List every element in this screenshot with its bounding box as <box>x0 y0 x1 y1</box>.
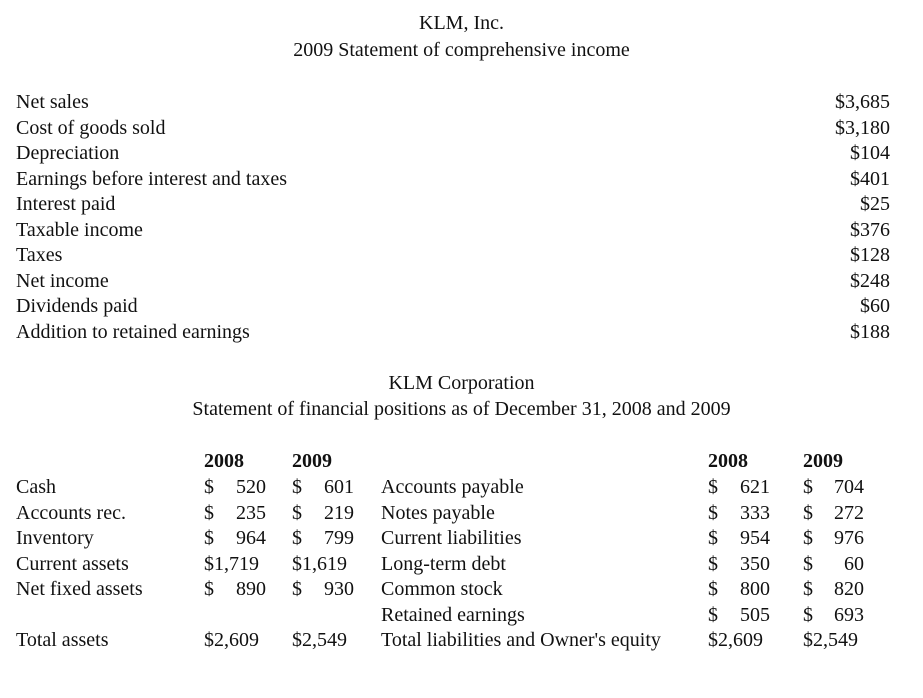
income-row-value: $248 <box>850 270 890 292</box>
liabilities-y2009-dollar: $2,549 <box>803 629 858 651</box>
liabilities-y2008-dollar: $ <box>708 604 718 626</box>
liabilities-y2009-dollar: $ <box>803 502 813 524</box>
income-row-label: Depreciation <box>16 142 120 164</box>
income-row-label: Interest paid <box>16 193 116 215</box>
assets-y2008-value: 520 <box>236 476 266 498</box>
assets-y2009-value: 219 <box>324 502 354 524</box>
income-row-value: $128 <box>850 244 890 266</box>
assets-row-label: Accounts rec. <box>16 502 126 524</box>
liabilities-y2009-value: 60 <box>844 553 864 575</box>
income-row-value: $60 <box>860 295 890 317</box>
income-row-label: Taxes <box>16 244 63 266</box>
liabilities-y2008-value: 954 <box>740 527 770 549</box>
income-row-value: $376 <box>850 219 890 241</box>
liabilities-y2009-dollar: $ <box>803 578 813 600</box>
income-row-label: Dividends paid <box>16 295 138 317</box>
liabilities-header-2008: 2008 <box>708 450 748 472</box>
liabilities-row-label: Accounts payable <box>381 476 524 498</box>
assets-y2009-value: 799 <box>324 527 354 549</box>
liabilities-row-label: Total liabilities and Owner's equity <box>381 629 661 651</box>
liabilities-y2008-dollar: $ <box>708 578 718 600</box>
income-row-value: $3,685 <box>835 91 890 113</box>
liabilities-y2008-dollar: $ <box>708 553 718 575</box>
liabilities-row-label: Retained earnings <box>381 604 525 626</box>
income-row-label: Net sales <box>16 91 89 113</box>
income-row-value: $3,180 <box>835 117 890 139</box>
liabilities-y2009-value: 693 <box>834 604 864 626</box>
assets-y2009-dollar: $ <box>292 527 302 549</box>
assets-y2009-dollar: $ <box>292 578 302 600</box>
assets-row-label: Net fixed assets <box>16 578 143 600</box>
income-row-label: Earnings before interest and taxes <box>16 168 288 190</box>
income-row-value: $401 <box>850 168 890 190</box>
liabilities-y2008-dollar: $ <box>708 527 718 549</box>
assets-row-label: Current assets <box>16 553 129 575</box>
assets-y2009-dollar: $ <box>292 476 302 498</box>
liabilities-y2008-value: 333 <box>740 502 770 524</box>
income-row-label: Cost of goods sold <box>16 117 166 139</box>
assets-y2008-dollar: $ <box>204 476 214 498</box>
income-row-value: $104 <box>850 142 890 164</box>
income-statement-title: 2009 Statement of comprehensive income <box>293 39 630 61</box>
assets-header-2008: 2008 <box>204 450 244 472</box>
liabilities-y2009-dollar: $ <box>803 604 813 626</box>
assets-y2009-value: 930 <box>324 578 354 600</box>
liabilities-y2008-value: 621 <box>740 476 770 498</box>
assets-header-2009: 2009 <box>292 450 332 472</box>
assets-y2008-dollar: $1,719 <box>204 553 259 575</box>
assets-y2009-dollar: $ <box>292 502 302 524</box>
assets-row-label: Total assets <box>16 629 109 651</box>
liabilities-y2009-dollar: $ <box>803 553 813 575</box>
liabilities-y2009-dollar: $ <box>803 527 813 549</box>
liabilities-y2008-value: 800 <box>740 578 770 600</box>
assets-y2008-value: 964 <box>236 527 266 549</box>
assets-row-label: Cash <box>16 476 56 498</box>
liabilities-row-label: Notes payable <box>381 502 495 524</box>
assets-y2009-dollar: $1,619 <box>292 553 347 575</box>
assets-y2008-dollar: $ <box>204 527 214 549</box>
liabilities-row-label: Current liabilities <box>381 527 522 549</box>
liabilities-y2008-dollar: $ <box>708 502 718 524</box>
income-row-value: $188 <box>850 321 890 343</box>
liabilities-y2009-dollar: $ <box>803 476 813 498</box>
liabilities-y2009-value: 272 <box>834 502 864 524</box>
assets-row-label: Inventory <box>16 527 94 549</box>
liabilities-y2008-dollar: $ <box>708 476 718 498</box>
assets-y2009-value: 601 <box>324 476 354 498</box>
liabilities-row-label: Common stock <box>381 578 503 600</box>
income-statement-company: KLM, Inc. <box>419 12 504 34</box>
income-row-label: Net income <box>16 270 109 292</box>
assets-y2008-value: 890 <box>236 578 266 600</box>
income-row-value: $25 <box>860 193 890 215</box>
balance-sheet-title: Statement of financial positions as of December 31, 2008 and 2009 <box>192 398 731 420</box>
income-row-label: Taxable income <box>16 219 143 241</box>
assets-y2008-dollar: $2,609 <box>204 629 259 651</box>
liabilities-y2008-value: 505 <box>740 604 770 626</box>
assets-y2008-dollar: $ <box>204 578 214 600</box>
liabilities-y2009-value: 820 <box>834 578 864 600</box>
assets-y2008-dollar: $ <box>204 502 214 524</box>
liabilities-y2008-dollar: $2,609 <box>708 629 763 651</box>
assets-y2009-dollar: $2,549 <box>292 629 347 651</box>
income-row-label: Addition to retained earnings <box>16 321 250 343</box>
liabilities-row-label: Long-term debt <box>381 553 506 575</box>
liabilities-header-2009: 2009 <box>803 450 843 472</box>
liabilities-y2008-value: 350 <box>740 553 770 575</box>
liabilities-y2009-value: 976 <box>834 527 864 549</box>
balance-sheet-company: KLM Corporation <box>388 372 535 394</box>
assets-y2008-value: 235 <box>236 502 266 524</box>
liabilities-y2009-value: 704 <box>834 476 864 498</box>
